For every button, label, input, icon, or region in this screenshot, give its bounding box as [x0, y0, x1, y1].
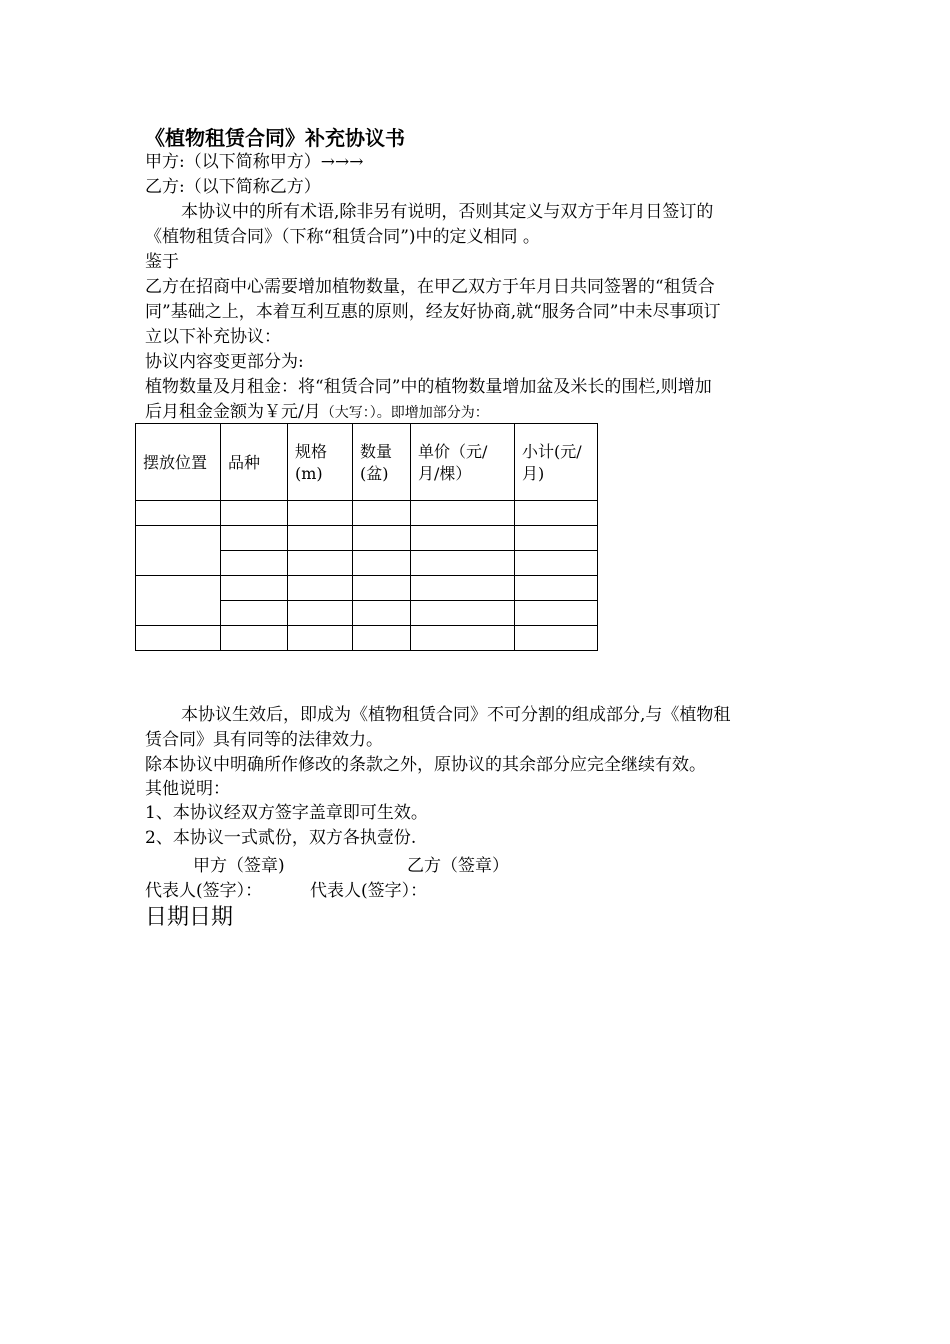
header-variety: 品种: [221, 424, 288, 501]
table-cell: [288, 551, 353, 576]
rent-amount-text: 后月租金金额为￥元/月: [145, 402, 321, 422]
table-cell: [515, 576, 598, 601]
table-cell: [353, 501, 411, 526]
table-cell: [221, 576, 288, 601]
table-cell: [221, 501, 288, 526]
table-cell: [411, 501, 515, 526]
paragraph-effect-1: 本协议生效后，即成为《植物租赁合同》不可分割的组成部分,与《植物租: [181, 705, 731, 725]
table-cell: [221, 551, 288, 576]
table-cell: [136, 526, 221, 576]
table-row: [136, 626, 598, 651]
table-cell: [221, 526, 288, 551]
table-cell: [288, 576, 353, 601]
table-cell: [515, 551, 598, 576]
table-cell: [353, 601, 411, 626]
table-row: [136, 501, 598, 526]
change-intro: 协议内容变更部分为:: [145, 352, 304, 372]
table-cell: [411, 626, 515, 651]
table-cell: [221, 601, 288, 626]
table-cell: [353, 526, 411, 551]
table-header-row: [136, 424, 598, 501]
header-quantity: 数量(盆): [353, 424, 411, 501]
table-cell: [288, 526, 353, 551]
table-cell: [136, 626, 221, 651]
table-cell: [515, 626, 598, 651]
header-spec: 规格(m): [288, 424, 353, 501]
table-cell: [288, 626, 353, 651]
paragraph-whereas-1: 乙方在招商中心需要增加植物数量，在甲乙双方于年月日共同签署的“租赁合: [145, 277, 715, 297]
paragraph-whereas-2: 同”基础之上，本着互利互惠的原则，经友好协商,就“服务合同”中未尽事项订: [145, 302, 721, 322]
table-cell: [353, 626, 411, 651]
table-row: [136, 526, 598, 551]
header-unit-price: 单价（元/月/棵）: [411, 424, 515, 501]
party-b-seal-label: 乙方（签章）: [407, 856, 509, 876]
note-item-2: 2、本协议一式贰份，双方各执壹份.: [145, 828, 417, 848]
table-cell: [288, 501, 353, 526]
table-cell: [515, 501, 598, 526]
rent-capital-text: （大写：）。即增加部分为：: [320, 405, 489, 421]
date-label: 日期日期: [145, 905, 234, 930]
table-cell: [411, 601, 515, 626]
paragraph-remainder: 除本协议中明确所作修改的条款之外，原协议的其余部分应完全继续有效。: [145, 755, 706, 775]
paragraph-effect-2: 赁合同》具有同等的法律效力。: [145, 730, 383, 750]
paragraph-rent-2: [145, 400, 489, 425]
party-b-representative-label: 代表人(签字）：: [310, 881, 428, 901]
document-title: 《植物租赁合同》补充协议书: [145, 126, 405, 150]
other-notes-heading: 其他说明：: [145, 779, 230, 799]
table-cell: [221, 626, 288, 651]
table-cell: [411, 526, 515, 551]
table-cell: [411, 551, 515, 576]
table-cell: [136, 501, 221, 526]
header-location: 摆放位置: [136, 424, 221, 501]
plant-table: [135, 423, 598, 651]
table-cell: [515, 526, 598, 551]
note-item-1: 1、本协议经双方签字盖章即可生效。: [145, 803, 428, 823]
whereas-heading: 鉴于: [145, 252, 179, 272]
table-cell: [515, 601, 598, 626]
paragraph-whereas-3: 立以下补充协议：: [145, 327, 281, 347]
table-cell: [353, 576, 411, 601]
party-a-seal-label: 甲方（签章): [193, 856, 285, 876]
paragraph-terms-2: 《植物租赁合同》（下称“租赁合同”)中的定义相同 。: [145, 227, 540, 247]
table-cell: [353, 551, 411, 576]
party-a-representative-label: 代表人(签字）：: [145, 881, 263, 901]
paragraph-terms-1: 本协议中的所有术语,除非另有说明，否则其定义与双方于年月日签订的: [181, 202, 714, 222]
header-subtotal: 小计(元/月): [515, 424, 598, 501]
table-cell: [288, 601, 353, 626]
party-b-line: 乙方:（以下简称乙方）: [145, 177, 321, 197]
table-cell: [136, 576, 221, 626]
table-row: [136, 576, 598, 601]
table-cell: [411, 576, 515, 601]
party-a-line: 甲方:（以下简称甲方）→→→: [145, 152, 364, 172]
paragraph-rent-1: 植物数量及月租金：将“租赁合同”中的植物数量增加盆及米长的围栏,则增加: [145, 377, 712, 397]
